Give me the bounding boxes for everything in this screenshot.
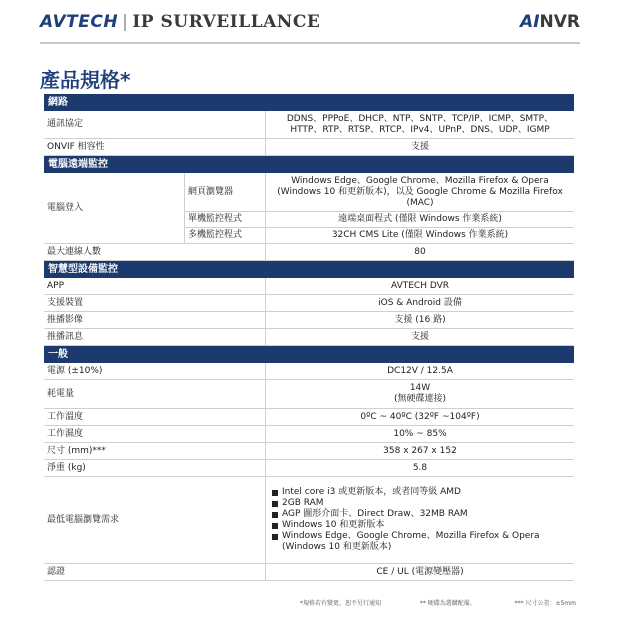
section-pc-remote-header: 電腦遠端監控 [44, 156, 574, 173]
row-label: 通訊協定 [47, 119, 84, 129]
row-label: 推播訊息 [47, 331, 84, 342]
row-label: 工作溫度 [47, 411, 84, 422]
row-label: APP [47, 280, 65, 291]
brand-separator: | [122, 12, 129, 32]
row-value: 0ºC ~ 40ºC (32ºF ~104ºF) [265, 409, 574, 425]
row-label: ONVIF 相容性 [47, 141, 105, 152]
table-row [44, 244, 574, 261]
table-row [44, 564, 574, 581]
table-row [44, 329, 574, 346]
row-value: 358 x 267 x 152 [265, 443, 574, 459]
list-item: 2GB RAM [272, 498, 568, 509]
requirements-list [272, 487, 568, 553]
row-label: 工作濕度 [47, 428, 84, 439]
brand-logo [40, 12, 320, 32]
row-label: 電源 (±10%) [47, 365, 103, 376]
table-row [184, 173, 574, 212]
table-row [44, 312, 574, 329]
row-sublabel: 單機監控程式 [184, 212, 265, 227]
row-value: 32CH CMS Lite (僅限 Windows 作業系統) [265, 228, 574, 243]
nvr-text: NVR [539, 12, 580, 32]
list-item: Windows Edge、Google Chrome、Mozilla Firefox & Opera (Windows 10 和更新版本) [272, 531, 568, 553]
spec-table [44, 94, 574, 581]
pc-login-group [44, 173, 574, 244]
avtech-logo: AVTECH [40, 12, 119, 32]
list-item: Windows 10 和更新版本 [272, 520, 568, 531]
table-row [184, 212, 574, 228]
row-label: 最大連線人數 [47, 246, 102, 257]
section-network-header: 網路 [44, 94, 574, 111]
page-title: 產品規格* [40, 68, 131, 92]
nvr-logo [520, 12, 580, 32]
table-row [44, 380, 574, 409]
brand-product: IP SURVEILLANCE [132, 12, 321, 32]
pc-login-subrows [184, 173, 574, 243]
consumption-note: (無硬碟連接) [393, 394, 447, 404]
table-row [44, 278, 574, 295]
section-general-header: 一般 [44, 346, 574, 363]
row-label: 耗電量 [47, 388, 75, 399]
row-value: 遠端桌面程式 (僅限 Windows 作業系統) [265, 212, 574, 227]
row-label: 電腦登入 [47, 202, 84, 213]
table-row [44, 295, 574, 312]
table-row [44, 111, 574, 139]
footnote: *** 尺寸公差：±5mm [514, 600, 576, 607]
row-value: iOS & Android 設備 [265, 295, 574, 311]
row-label: 尺寸 (mm)*** [47, 445, 106, 456]
table-row [44, 363, 574, 380]
list-item: Intel core i3 或更新版本，或者同等級 AMD [272, 487, 568, 498]
table-row [184, 228, 574, 243]
footnote: *規格若有變更，恕不另行通知 [300, 600, 382, 607]
row-value [265, 380, 574, 408]
row-value: 支援 [265, 139, 574, 155]
table-row [44, 409, 574, 426]
row-value: DDNS、PPPoE、DHCP、NTP、SNTP、TCP/IP、ICMP、SMTP、HTTP、RTP、RTSP、RTCP、IPv4、UPnP、DNS、UDP、IGMP [265, 111, 574, 138]
row-label: 認證 [47, 566, 66, 577]
row-value: 5.8 [265, 460, 574, 476]
nvr-ai-text: AI [520, 12, 540, 32]
row-label: 最低電腦瀏覽需求 [47, 514, 120, 525]
footnote: ** 硬碟為選購配備。 [419, 600, 476, 607]
row-value: 10% ~ 85% [265, 426, 574, 442]
footnotes [300, 598, 576, 607]
table-row [44, 477, 574, 564]
table-row [44, 139, 574, 156]
table-row [44, 460, 574, 477]
row-value: Windows Edge、Google Chrome、Mozilla Firefox & Opera (Windows 10 和更新版本)，以及 Google Chrome & Mozilla Firefox (MAC) [265, 173, 574, 211]
row-value: 支援 [265, 329, 574, 345]
row-sublabel: 網頁瀏覽器 [184, 173, 265, 211]
row-label: 淨重 (kg) [47, 462, 86, 473]
row-sublabel: 多機監控程式 [184, 228, 265, 243]
row-value: 支援 (16 路) [265, 312, 574, 328]
table-row [44, 426, 574, 443]
row-value [265, 477, 574, 563]
list-item: AGP 圖形介面卡、Direct Draw、32MB RAM [272, 509, 568, 520]
section-smart-device-header: 智慧型設備監控 [44, 261, 574, 278]
consumption-value: 14W [409, 383, 431, 393]
row-value: AVTECH DVR [265, 278, 574, 294]
row-label: 支援裝置 [47, 297, 84, 308]
table-row [44, 443, 574, 460]
row-value: 80 [265, 244, 574, 260]
row-label: 推播影像 [47, 314, 84, 325]
row-value: DC12V / 12.5A [265, 363, 574, 379]
row-value: CE / UL (電源變壓器) [265, 564, 574, 580]
header-bar [40, 10, 580, 44]
